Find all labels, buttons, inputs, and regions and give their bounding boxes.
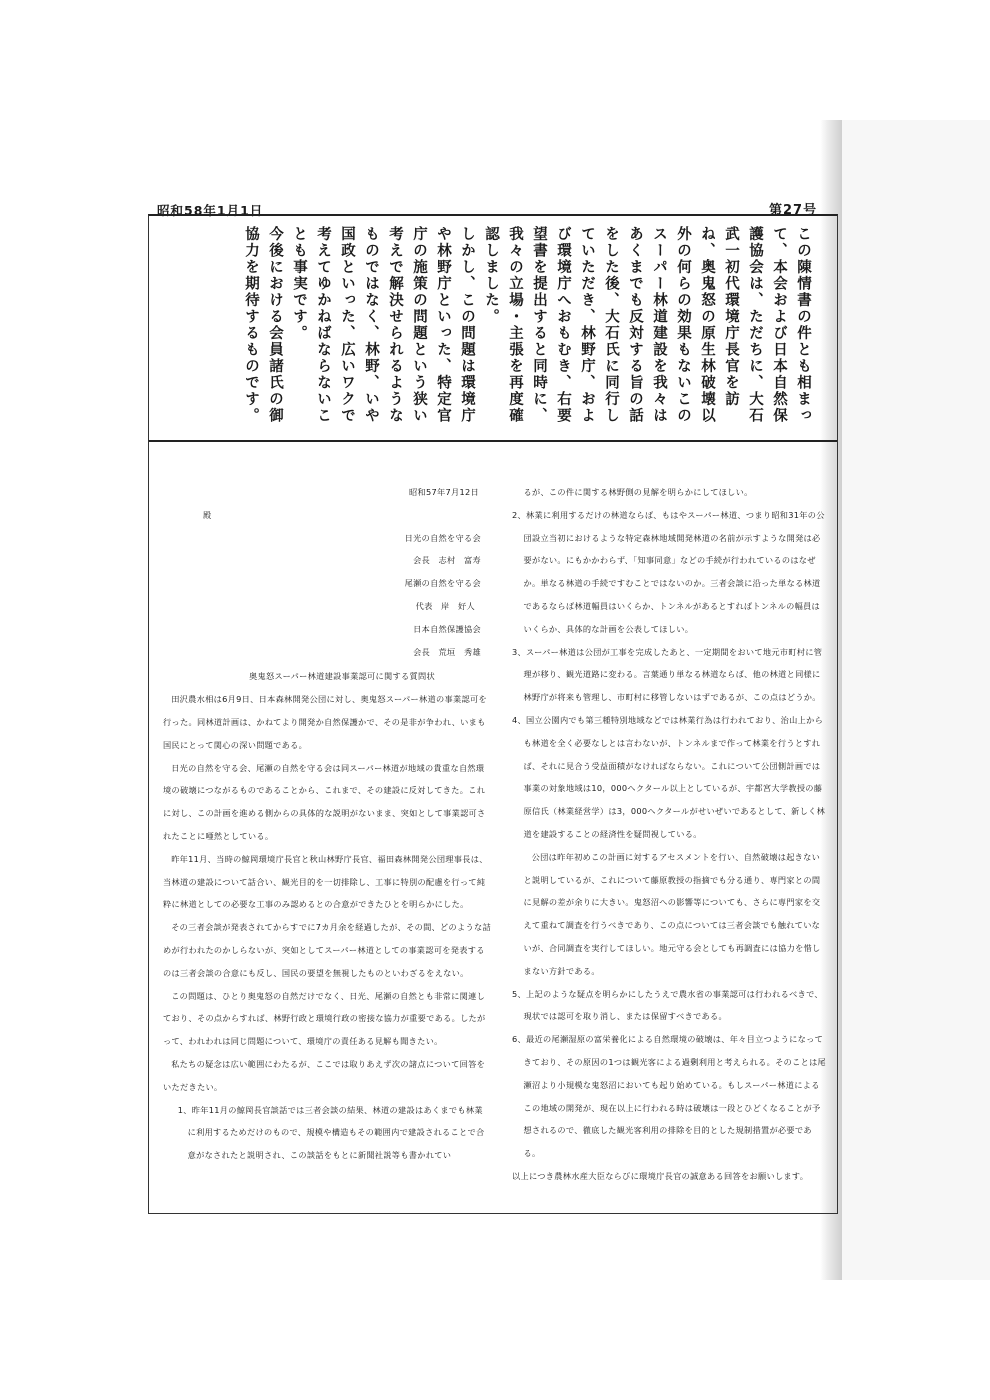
sender-name: 会長 志村 富寿: [413, 555, 481, 566]
sender-org: 尾瀬の自然を守る会: [404, 578, 481, 589]
vertical-paragraph: この陳情書の件とも相まって、本会および日本自然保護協会は、ただちに、大石武一初代環境庁長官を訪ね、奥鬼怒の原生林破壊以外の何らの効果もないこのスーパー林道建設を我々はあくまでも反対する旨の話をした後、大石氏に同行していただき、林野庁、および環境庁へおもむき、右要望書を提出すると同時に、我々の立場・主張を再度確認しました。: [483, 226, 811, 424]
vertical-article-text: [239, 226, 815, 436]
letter-date: 昭和57年7月12日: [409, 487, 479, 497]
question-item: 1、昨年11月の鯨岡長官談話では三者会談の結果、林道の建設はあくまでも林業に利用するためだけのもので、規模や構造もその範囲内で建設されることで合意がなされたと説明され、この談話をもとに新聞社説等も書かれてい: [177, 1104, 485, 1161]
scan-shadow: [842, 120, 990, 1280]
question-item: 6、最近の尾瀬湿原の富栄養化による自然環境の破壊は、年々目立つようになってきており、その原因の1つは観光客による過剰利用と考えられる。そのことは尾瀬沼より小規模な鬼怒沼においても起り始めている。もしスーパー林道によるこの地域の開発が、現在以上に行われる時は破壊は一段とひどくなることが予想されるので、徹底した観光客利用の排除を目的とした規制措置が必要である。: [512, 1034, 827, 1159]
sender-name: 代表 岸 好人: [415, 600, 475, 611]
question-item: 3、スーパー林道は公団が工事を完成したあと、一定期間をおいて地元市町村に管理が移り、観光道路に変わる。言葉通り単なる林道ならば、他の林道と同様に林野庁が将来も管理し、市町村に移管しないはずであるが、この点はどうか。: [512, 646, 823, 703]
body-paragraph: その三者会談が発表されてからすでに7カ月余を経過したが、その間、どのような詰めが行われたのかしらないが、突如としてスーパー林道としての事業認可を発表するのは三者会談の合意にも反し、国民の要望を無視したものといわざるをえない。: [163, 922, 491, 978]
body-paragraph: 私たちの疑念は広い範囲にわたるが、ここでは取りあえず次の諸点について回答をいただきたい。: [163, 1058, 486, 1092]
question-item: 4、国立公園内でも第三種特別地域などでは林業行為は行われており、治山上からも林道を全く必要なしとは言わないが、トンネルまで作って林業を行うとすれば、それに見合う受益面積がなければならない。これについて公団側計画では事業の対象地域は10，000ヘクタール以上としているが、宇都宮大学教授の藤原信氏（林業経営学）は3，000ヘクタールがせいぜいであるとして、新しく林道を建設することの経済性を疑問視している。: [512, 714, 826, 839]
sender-org: 日本自然保護協会: [413, 623, 481, 634]
letter-box: [148, 441, 838, 1214]
vertical-paragraph: 今後における会員諸氏の御協力を期待するものです。: [243, 226, 283, 424]
body-paragraph: 田沢農水相は6月9日、日本森林開発公団に対し、奥鬼怒スーパー林道の事業認可を行った。同林道計画は、かねてより開発か自然保護かで、その是非が争われ、いまも国民にとって関心の深い問題である。: [163, 694, 487, 750]
letter-subject: 奥鬼怒スーパー林道建設事業認可に関する質問状: [249, 671, 435, 682]
question-item: 2、林業に利用するだけの林道ならば、もはやスーパー林道、つまり昭和31年の公団設立当初におけるような特定森林地域開発林道の名前が示すような開発は必要がない。にもかかわらず、「知事同意」などの手続が行われているのはなぜか。単なる林道の手続ですむことではないのか。三者会談に沿った単なる林道であるならば林道幅員はいくらか、トンネルがあるとすればトンネルの幅員はいくらか、具体的な計画を公表してほしい。: [512, 509, 825, 634]
question-item-continued: るが、この件に関する林野側の見解を明らかにしてほしい。: [523, 487, 753, 497]
body-paragraph: この問題は、ひとり奥鬼怒の自然だけでなく、日光、尾瀬の自然とも非常に関連しており、その点からすれば、林野行政と環境行政の密接な協力が重要である。したがって、われわれは同じ問題について、環境庁の責任ある見解も聞きたい。: [163, 990, 486, 1047]
body-paragraph: 日光の自然を守る会、尾瀬の自然を守る会は同スーパー林道が地域の貴重な自然環境の破壊につながるものであることから、これまで、その建設に反対してきた。これに対し、この計画を進める側からの具体的な説明がないまま、突如として事業認可されたことに唖然としている。: [163, 762, 486, 841]
letter-left-column: [163, 481, 491, 1167]
question-item: 5、上記のような疑点を明らかにしたうえで農水省の事業認可は行われるべきで、現状では認可を取り消し、または保留すべきである。: [512, 988, 823, 1022]
question-item-paragraph: 公団は昨年初めこの計画に対するアセスメントを行い、自然破壊は起きないと説明しているが、これについて藤原教授の指摘でも分る通り、専門家との間に見解の差が余りに大きい。鬼怒沼への影響等についても、さらに専門家を交えて重ねて調査を行うべきであり、この点については三者会談でも触れていないが、合同調査を実行してほしい。地元守る会としても再調査には協力を惜しまない方針である。: [523, 851, 821, 976]
publication-date: 昭和58年1月1日: [157, 203, 264, 218]
vertical-article-box: [148, 214, 838, 442]
vertical-paragraph: しかし、この問題は環境庁や林野庁といった、特定官庁の施策の問題という狭い考えで解決せられるようなものではなく、林野、いや国政といった、広いワクで考えてゆかねばならないことも事実です。: [291, 226, 475, 424]
sender-name: 会長 荒垣 秀雄: [413, 646, 481, 657]
letter-addressee: 殿: [203, 509, 212, 520]
issue-number: 第27号: [769, 203, 818, 218]
body-paragraph: 昨年11月、当時の鯨岡環境庁長官と秋山林野庁長官、福田森林開発公団理事長は、当林道の建設について話合い、観光目的を一切排除し、工事に特別の配慮を行って純粋に林道としての必要な工事のみ認めるとの合意ができたひとを明らかにした。: [163, 853, 488, 910]
letter-closing: 以上につき農林水産大臣ならびに環境庁長官の誠意ある回答をお願いします。: [512, 1170, 809, 1181]
letter-right-column: [512, 481, 828, 1188]
sender-org: 日光の自然を守る会: [404, 532, 481, 543]
